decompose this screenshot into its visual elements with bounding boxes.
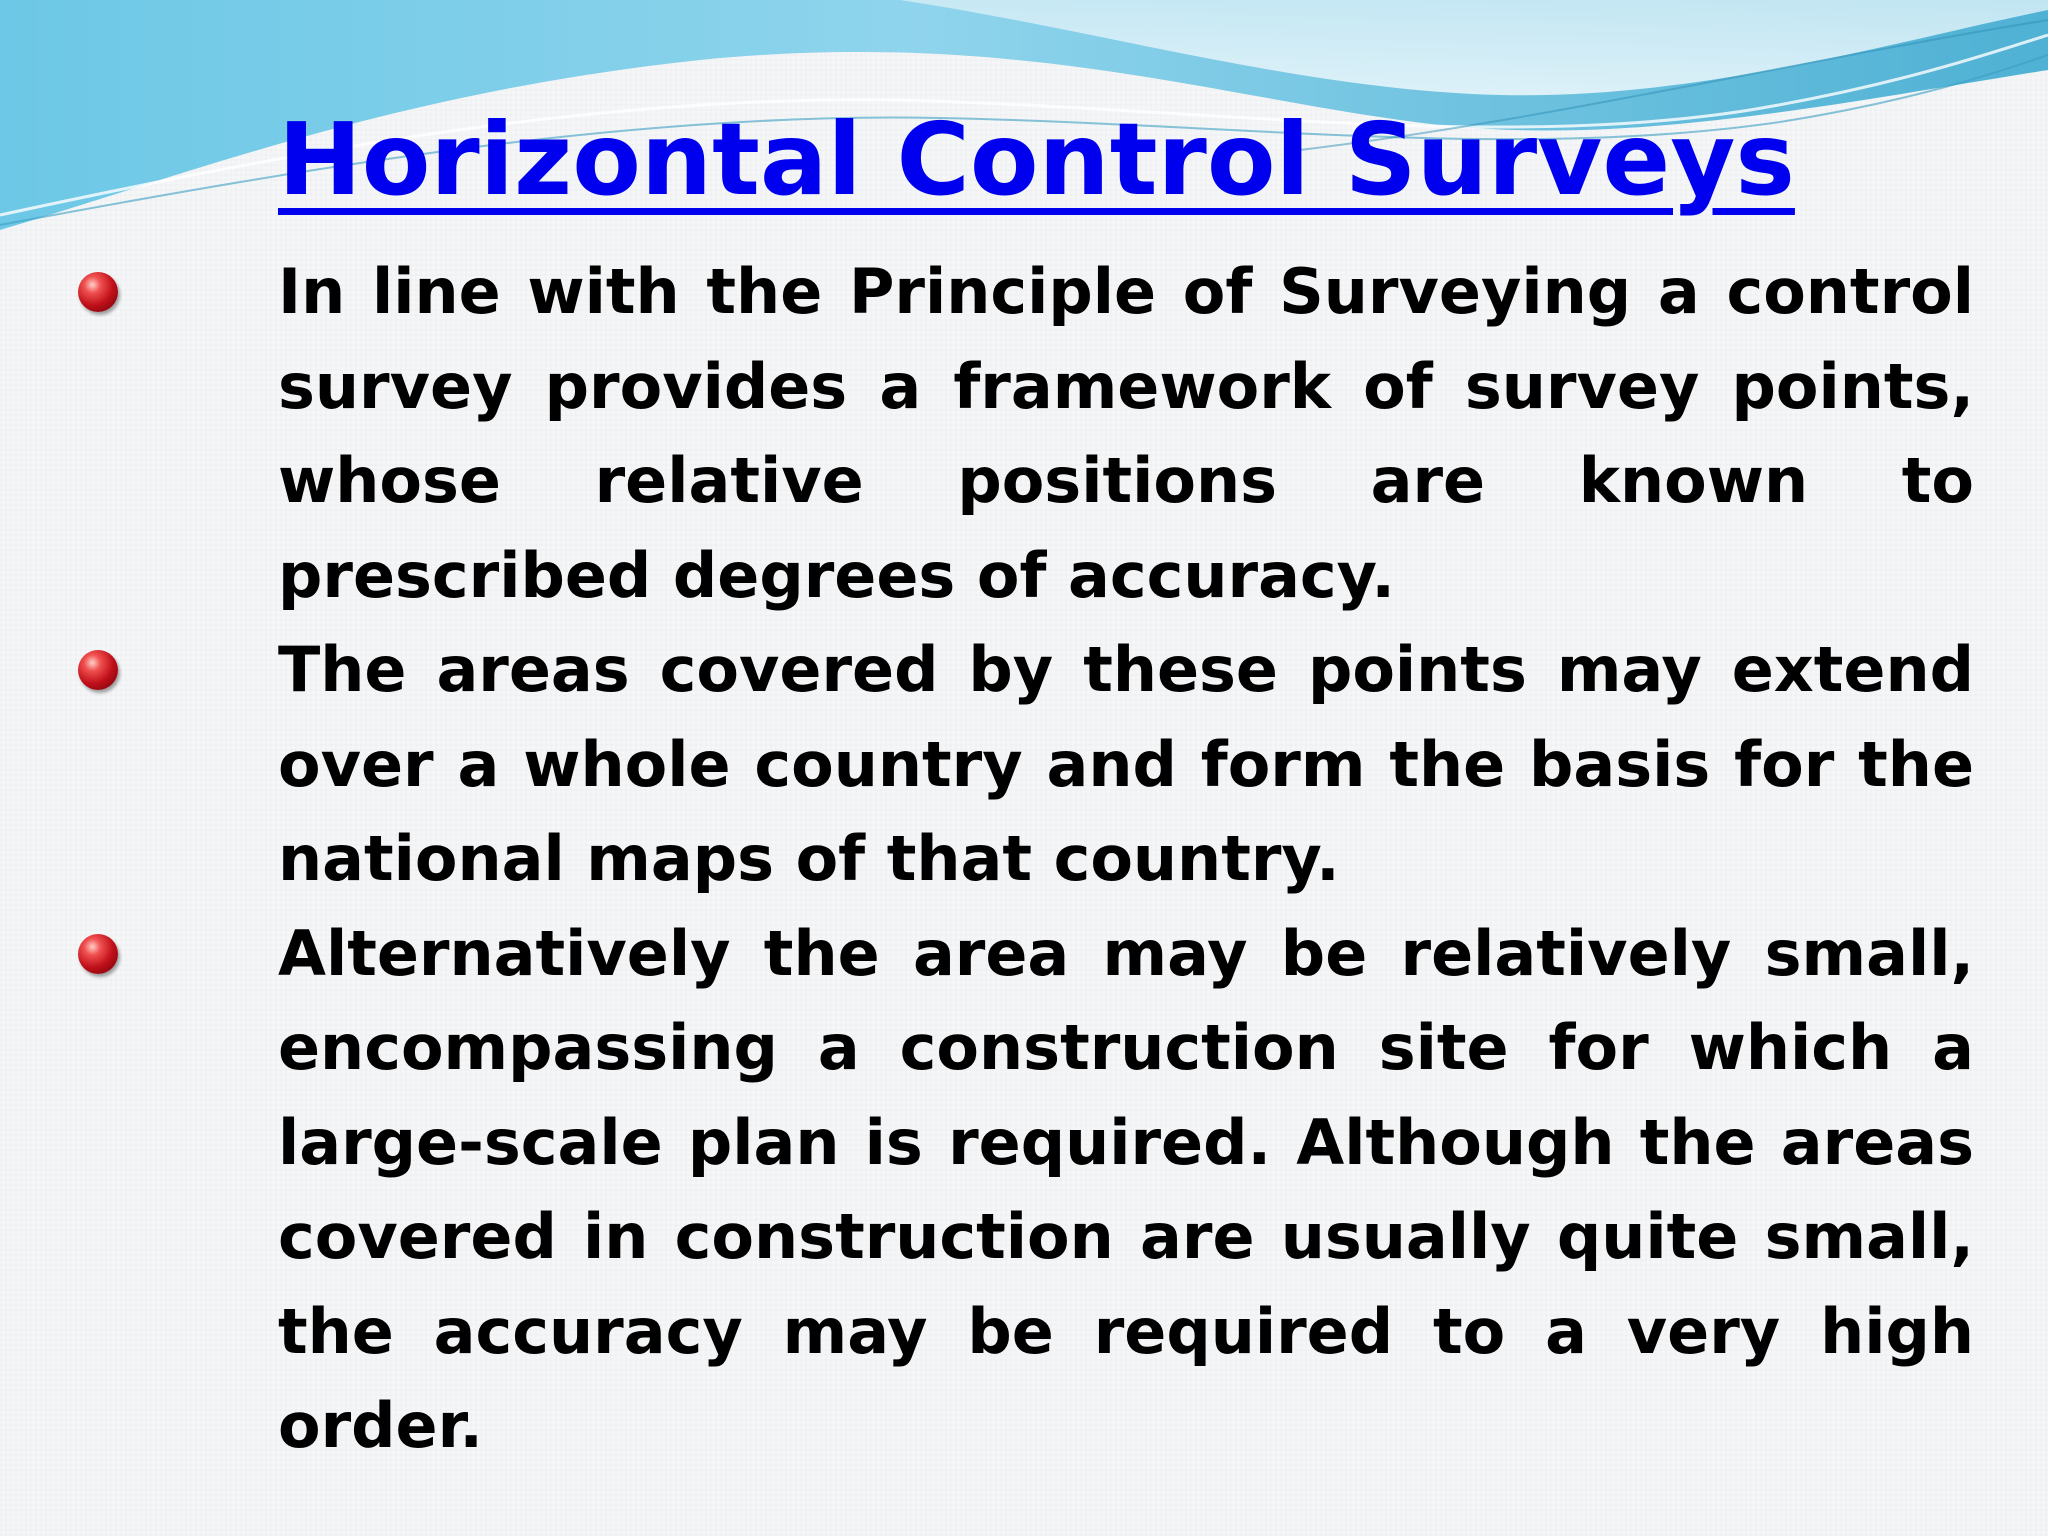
- red-sphere-bullet-icon: [78, 272, 118, 312]
- red-sphere-bullet-icon: [78, 934, 118, 974]
- bullet-text: In line with the Principle of Surveying a control survey provides a framework of survey points, whose relative positions are known to prescribed degrees of accuracy.: [278, 255, 1974, 612]
- bullet-item: [0, 245, 2048, 623]
- bullet-list: [0, 245, 2048, 1474]
- bullet-item: [0, 623, 2048, 907]
- bullet-text: Alternatively the area may be relatively small, encompassing a construction site for which a large-scale plan is required. Although the areas covered in construction are usually quite small, the accuracy may be required to a very high order.: [278, 916, 1974, 1462]
- slide-title: Horizontal Control Surveys: [278, 101, 1795, 218]
- red-sphere-bullet-icon: [78, 650, 118, 690]
- bullet-text: The areas covered by these points may extend over a whole country and form the basis for the national maps of that country.: [278, 633, 1974, 895]
- bullet-item: [0, 907, 2048, 1474]
